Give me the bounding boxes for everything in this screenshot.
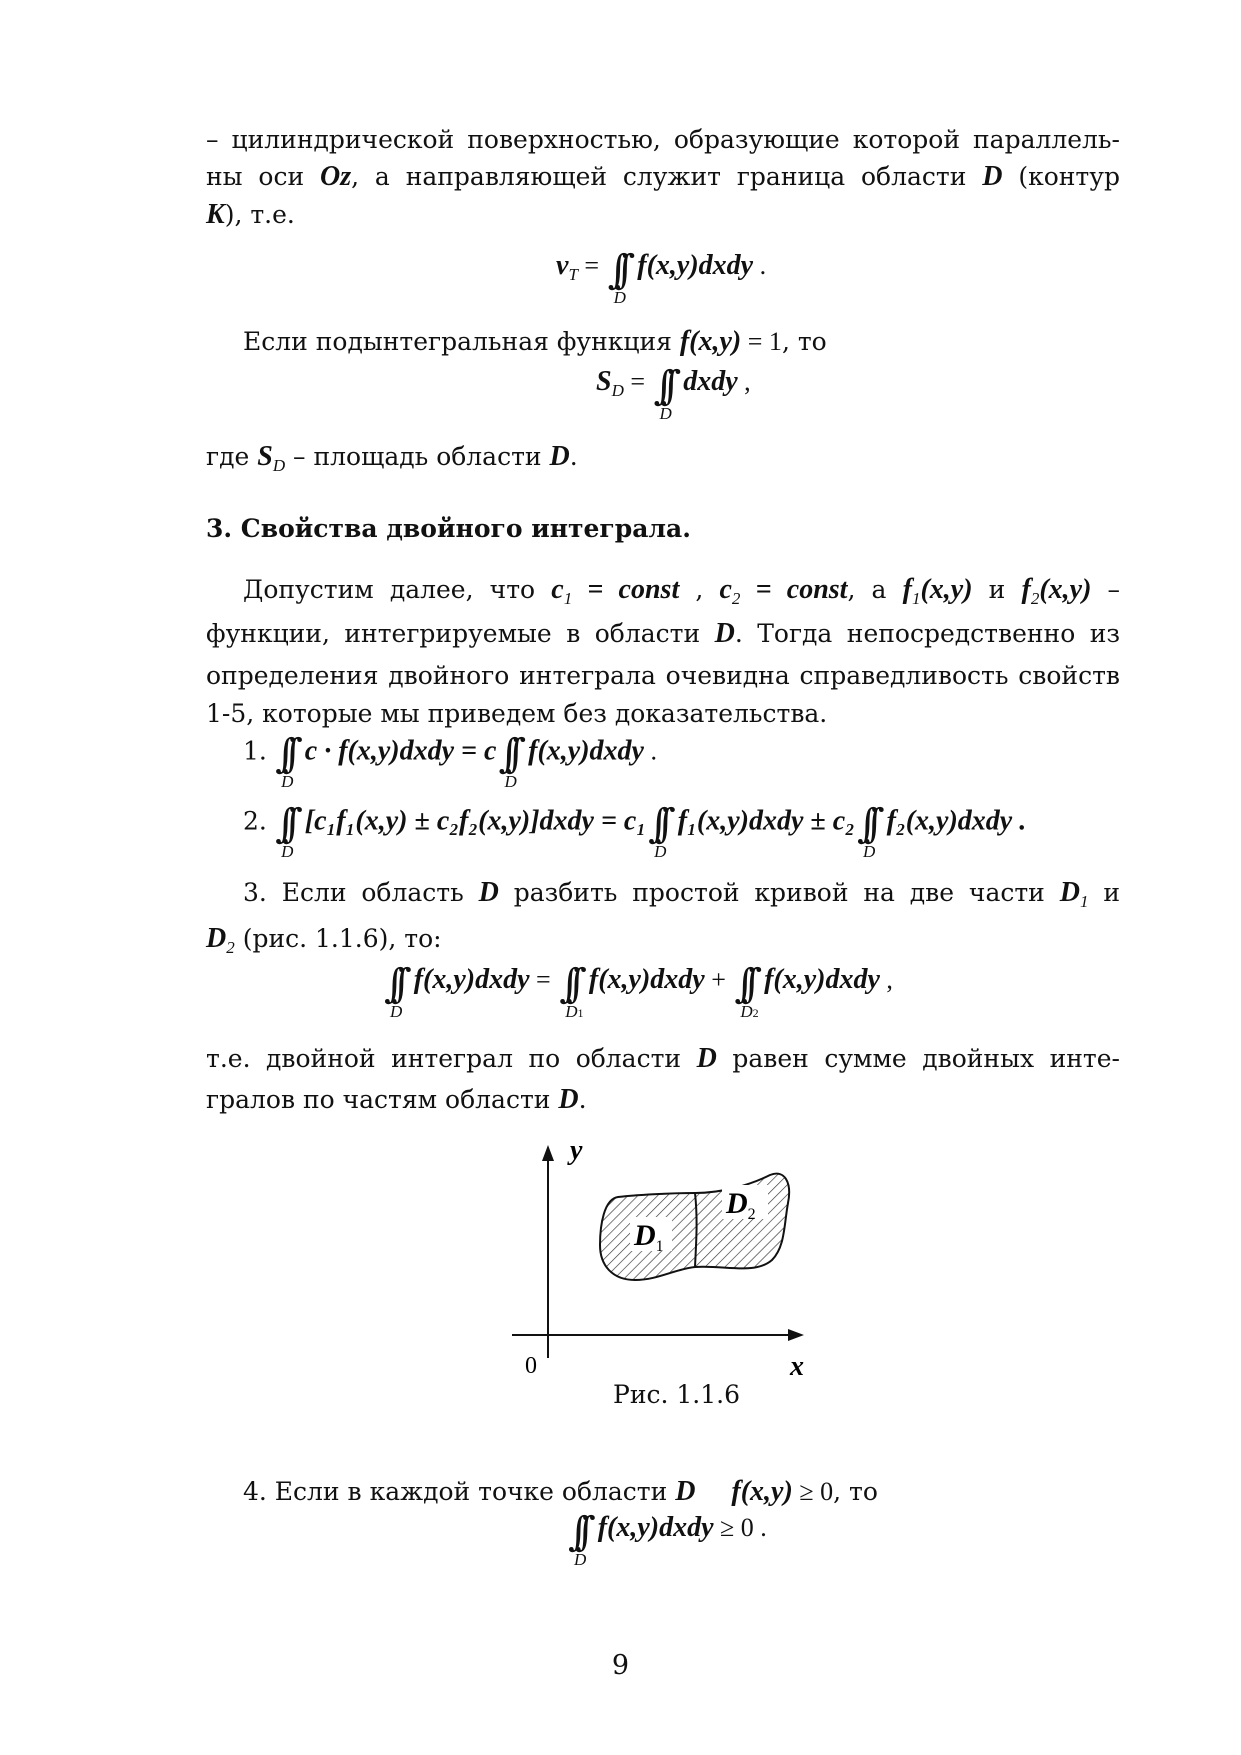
double-integral-icon: ∫∫ D bbox=[653, 363, 672, 424]
figure-caption: Рис. 1.1.6 bbox=[613, 1380, 740, 1409]
math-symbol: Oz bbox=[320, 161, 352, 192]
double-integral-icon: ∫∫ D bbox=[275, 801, 294, 861]
text-line: определения двойного интеграла очевидна справедливость свойств bbox=[206, 661, 1120, 690]
text-line: $D_2$ (рис. 1.1.6), то: bbox=[206, 923, 442, 957]
section-heading: 3. Свойства двойного интеграла. bbox=[206, 514, 691, 543]
text-line: Допустим далее, что $c_1$ = const , $c_2$ = const, а $f_1(x,y)$ и $f_2(x,y)$ – bbox=[243, 574, 1121, 608]
text-line: – цилиндрической поверхностью, образующие которой параллель- bbox=[206, 125, 1120, 154]
text-line: функции, интегрируемые в области D. Тогда непосредственно из bbox=[206, 618, 1120, 649]
text-line: Если подынтегральная функция f(x,y) = 1, то bbox=[243, 326, 827, 357]
double-integral-icon: ∫∫ D1 bbox=[559, 961, 584, 1022]
text-line: ны оси Oz, а направляющей служит граница области D (контур bbox=[206, 161, 1120, 192]
text-line: 4. Если в каждой точке области D f(x,y) ≥ 0, то bbox=[243, 1476, 878, 1507]
double-integral-icon: ∫∫ D2 bbox=[734, 961, 759, 1022]
double-integral-icon: ∫∫ D bbox=[384, 961, 403, 1022]
text-line: где $S_D$ – площадь области D. bbox=[206, 441, 578, 475]
math-symbol: D bbox=[982, 161, 1003, 192]
y-axis-label: y bbox=[570, 1135, 583, 1166]
double-integral-icon: ∫∫ D bbox=[498, 731, 517, 791]
text-line: 1-5, которые мы приведем без доказательства. bbox=[206, 699, 828, 728]
text-line: 3. Если область D разбить простой кривой на две части $D_1$ и bbox=[243, 877, 1120, 911]
math-symbol: K bbox=[206, 199, 225, 230]
x-axis-label: x bbox=[790, 1351, 804, 1375]
formula-area: SD = ∫∫ D dxdy , bbox=[596, 363, 751, 424]
text-line: т.е. двойной интеграл по области D равен сумме двойных инте- bbox=[206, 1043, 1121, 1074]
x-axis-arrow-icon bbox=[788, 1329, 804, 1341]
formula-nonnegativity: ∫∫ D f(x,y)dxdy ≥ 0 . bbox=[568, 1509, 767, 1570]
property-1: 1. ∫∫ D c · f(x,y)dxdy = c∫∫ D f(x,y)dxdy . bbox=[243, 731, 657, 791]
origin-label: 0 bbox=[525, 1353, 537, 1375]
double-integral-icon: ∫∫ D bbox=[275, 731, 294, 791]
double-integral-icon: ∫∫ D bbox=[607, 247, 626, 308]
formula-volume: vT = ∫∫ D f(x,y)dxdy . bbox=[556, 247, 767, 308]
double-integral-icon: ∫∫ D bbox=[568, 1509, 587, 1570]
text-line: K), т.е. bbox=[206, 199, 295, 230]
figure-regions bbox=[500, 1135, 840, 1375]
double-integral-icon: ∫∫ D bbox=[648, 801, 667, 861]
page-number: 9 bbox=[611, 1650, 630, 1681]
text-line: гралов по частям области D. bbox=[206, 1084, 587, 1115]
double-integral-icon: ∫∫ D bbox=[856, 801, 876, 861]
y-axis-arrow-icon bbox=[542, 1145, 554, 1161]
region-d2-label: $D_2$ bbox=[726, 1187, 756, 1223]
region-d1-label: $D_1$ bbox=[634, 1219, 664, 1255]
formula-additivity: ∫∫ D f(x,y)dxdy = ∫∫ D1 f(x,y)dxdy + ∫∫ D2 f(x,y)dxdy , bbox=[384, 961, 893, 1022]
property-2: 2. ∫∫ D [c₁f₁(x,y) ± c₂f₂(x,y)]dxdy = c₁∫∫ D f₁(x,y)dxdy ± c₂∫∫ D f₂(x,y)dxdy . bbox=[243, 801, 1027, 861]
